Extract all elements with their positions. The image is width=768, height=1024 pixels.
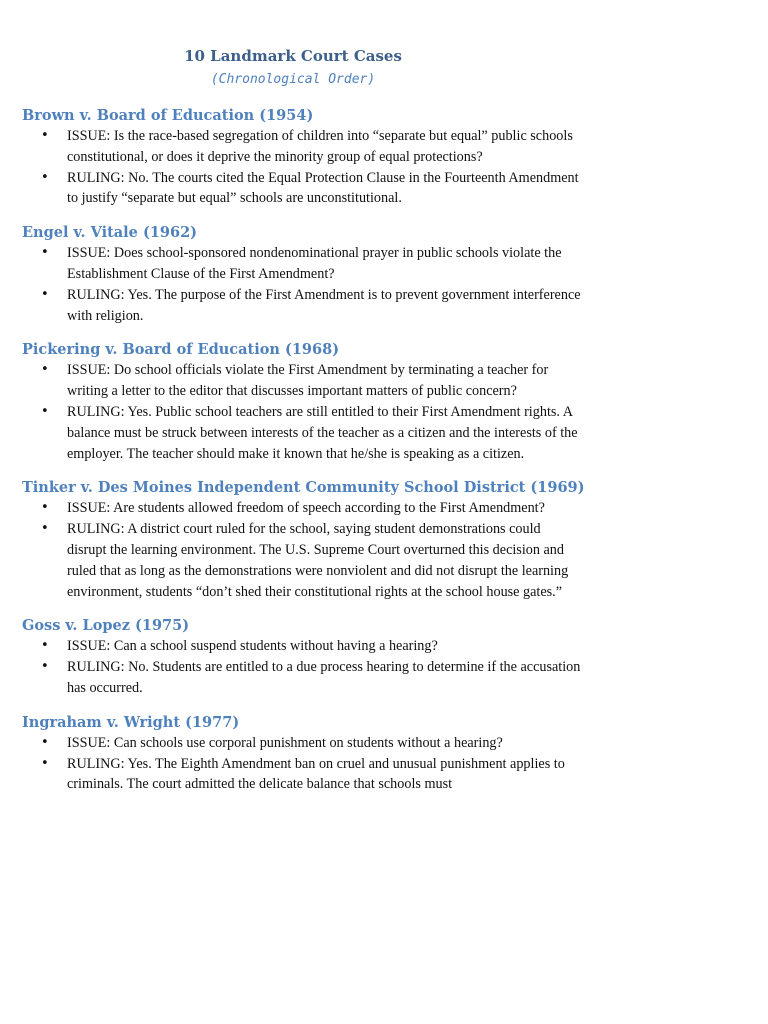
section-gap — [22, 464, 582, 477]
ruling-text: RULING: Yes. The purpose of the First Amendment is to prevent government interference with religion. — [67, 286, 581, 324]
bullet-icon: • — [41, 755, 49, 771]
ruling-text: RULING: No. Students are entitled to a due process hearing to determine if the accusation has occurred. — [67, 659, 581, 696]
bullet-icon: • — [41, 286, 49, 302]
case-tinker — [22, 477, 585, 602]
section-gap — [22, 602, 582, 615]
case-list — [22, 105, 585, 795]
issue-item — [22, 360, 582, 402]
issue-text: ISSUE: Can schools use corporal punishment on students without a hearing? — [67, 734, 503, 751]
ruling-text: RULING: No. The courts cited the Equal Protection Clause in the Fourteenth Amendment to justify “separate but equal” schools are unconstitutional. — [67, 169, 579, 207]
bullet-icon: • — [41, 362, 49, 378]
ruling-item — [22, 285, 582, 327]
issue-item — [22, 733, 582, 754]
document-title: 10 Landmark Court Cases — [184, 47, 402, 65]
bullet-icon: • — [41, 500, 49, 516]
bullet-icon: • — [41, 521, 49, 537]
case-goss — [22, 615, 582, 698]
case-engel — [22, 222, 582, 326]
case-points — [22, 243, 582, 326]
case-heading: Ingraham v. Wright (1977) — [22, 713, 240, 731]
ruling-item — [22, 168, 582, 210]
issue-text: ISSUE: Does school-sponsored nondenominational prayer in public schools violate the Establishment Clause of the First Amendment? — [67, 245, 562, 282]
bullet-icon: • — [41, 734, 49, 750]
case-points — [22, 360, 582, 464]
case-heading: Engel v. Vitale (1962) — [22, 224, 198, 242]
ruling-item — [22, 657, 582, 699]
case-heading: Pickering v. Board of Education (1968) — [22, 341, 340, 359]
ruling-text: RULING: A district court ruled for the school, saying student demonstrations could disrupt the learning environment. The U.S. Supreme Court overturned this decision and ruled that as long as the demonstrations were nonviolent and did not disrupt the learning environment, students “don’t shed their constitutional rights at the school house gates.” — [67, 521, 569, 600]
case-heading: Tinker v. Des Moines Independent Community School District (1969) — [22, 479, 585, 497]
issue-item — [22, 636, 582, 657]
case-ingraham — [22, 712, 582, 795]
section-gap — [22, 699, 582, 712]
bullet-icon: • — [41, 169, 49, 185]
section-gap — [22, 209, 582, 222]
bullet-icon: • — [41, 128, 49, 143]
case-heading: Brown v. Board of Education (1954) — [22, 107, 314, 124]
bullet-icon: • — [41, 659, 49, 675]
ruling-text: RULING: Yes. Public school teachers are still entitled to their First Amendment rights. A balance must be struck between interests of the teacher as a citizen and the interests of the employer. The teacher should make it known that he/she is speaking as a citizen. — [67, 403, 578, 462]
case-pickering — [22, 339, 582, 464]
issue-text: ISSUE: Can a school suspend students without having a hearing? — [67, 638, 438, 655]
issue-item — [22, 243, 582, 285]
bullet-icon: • — [41, 638, 49, 654]
issue-text: ISSUE: Are students allowed freedom of speech according to the First Amendment? — [67, 500, 545, 517]
section-gap — [22, 326, 582, 339]
case-points — [22, 498, 582, 602]
case-points — [22, 126, 582, 209]
issue-text: ISSUE: Do school officials violate the First Amendment by terminating a teacher for writing a letter to the editor that discusses important matters of public concern? — [67, 362, 549, 400]
issue-item — [22, 498, 582, 519]
ruling-item — [22, 402, 582, 464]
ruling-text: RULING: Yes. The Eighth Amendment ban on cruel and unusual punishment applies to criminals. The court admitted the delicate balance that schools must — [67, 755, 565, 793]
case-heading: Goss v. Lopez (1975) — [22, 617, 190, 635]
ruling-item — [22, 519, 582, 602]
issue-item — [22, 126, 582, 168]
case-points — [22, 636, 582, 698]
case-points — [22, 733, 582, 795]
issue-text: ISSUE: Is the race-based segregation of children into “separate but equal” public schools constitutional, or does it deprive the minority group of equal protections? — [67, 128, 573, 165]
document-subtitle: (Chronological Order) — [210, 72, 376, 87]
bullet-icon: • — [41, 245, 49, 261]
bullet-icon: • — [41, 403, 49, 419]
case-brown — [22, 105, 582, 209]
ruling-item — [22, 754, 582, 796]
